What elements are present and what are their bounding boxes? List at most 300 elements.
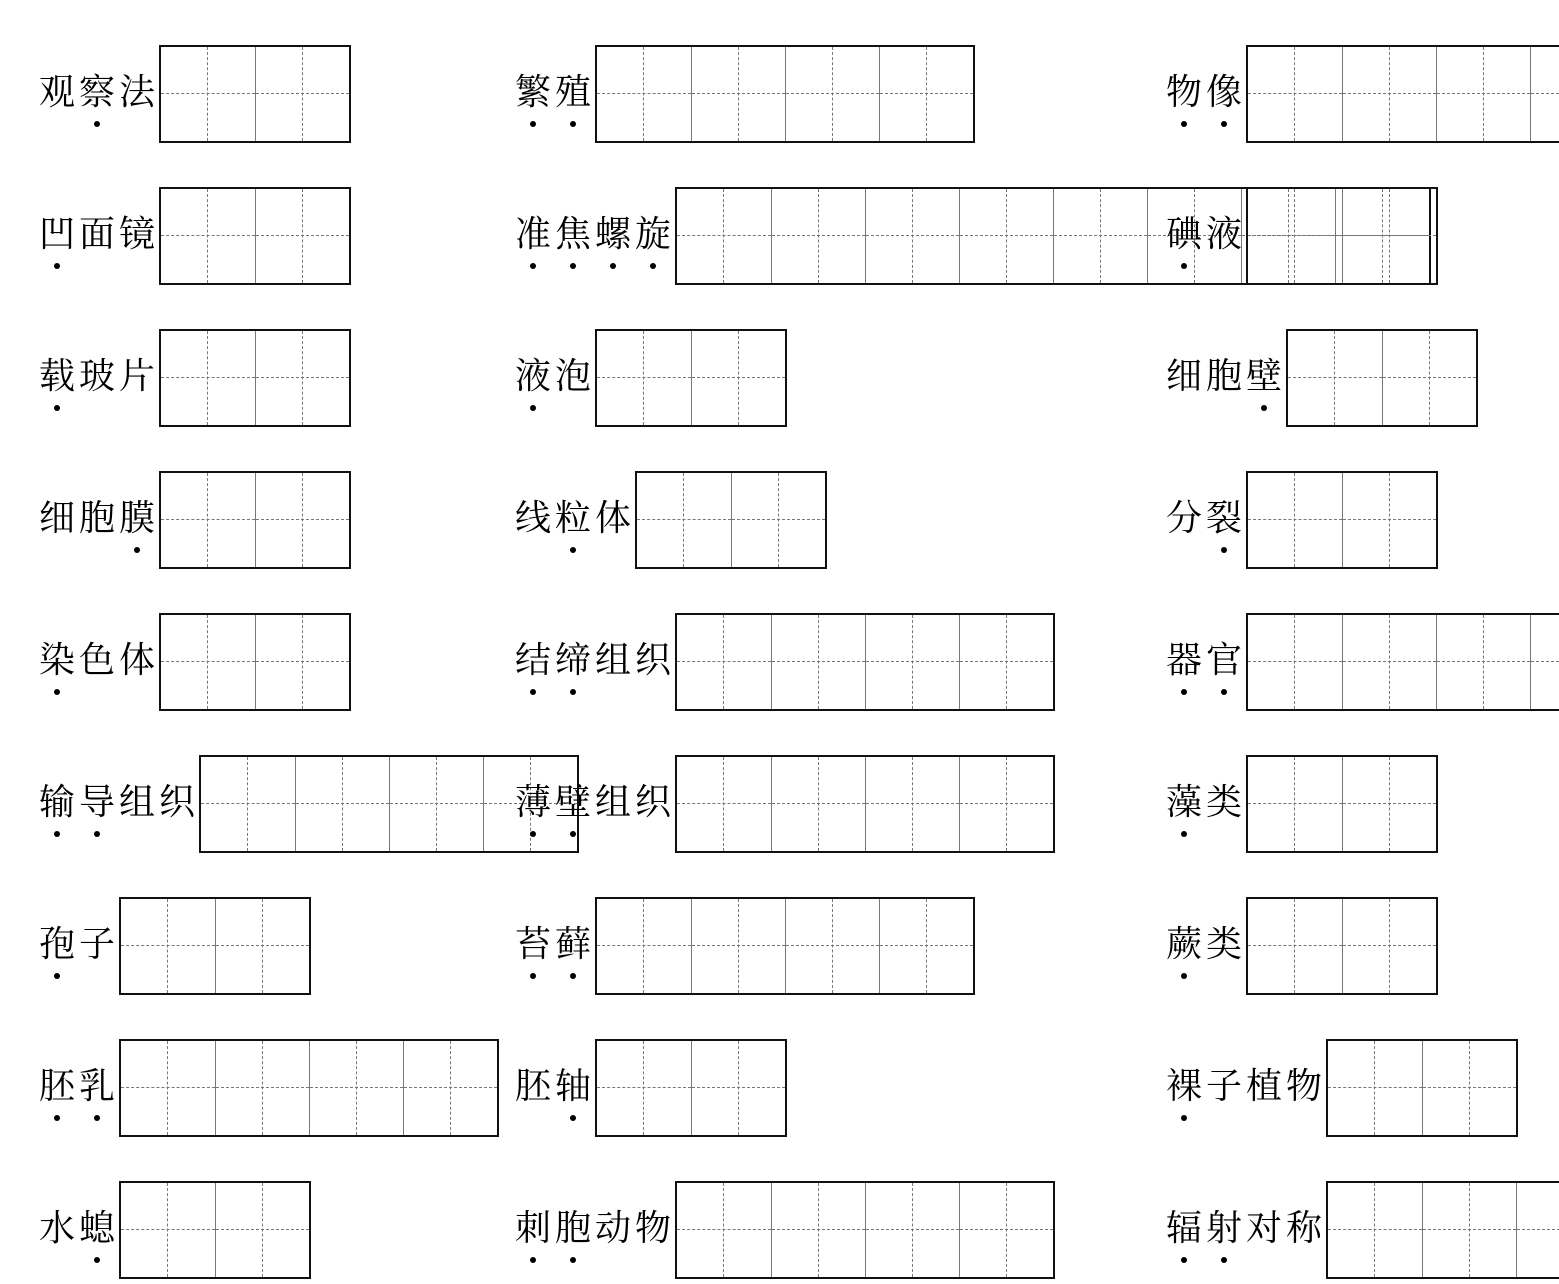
pinyin-answer-grid[interactable]: [1246, 613, 1559, 711]
vocab-word: [513, 1207, 673, 1251]
vocab-character: [513, 213, 553, 257]
pinyin-answer-grid[interactable]: [119, 1039, 499, 1137]
emphasis-dot: [530, 121, 536, 127]
vocab-character: [1244, 1065, 1284, 1109]
vocab-word: [1164, 1207, 1324, 1251]
grid-cell[interactable]: [1422, 1183, 1516, 1277]
vocab-character: [1164, 923, 1204, 967]
character-glyph: 观: [38, 72, 75, 113]
character-glyph: 类: [1205, 782, 1242, 823]
grid-cell[interactable]: [1382, 331, 1476, 425]
vocab-character: [633, 639, 673, 683]
vocab-word: [37, 639, 157, 683]
character-glyph: 刺: [514, 1208, 551, 1249]
vocab-character: [1204, 923, 1244, 967]
emphasis-dot: [570, 689, 576, 695]
character-glyph: 殖: [554, 72, 591, 113]
character-glyph: 像: [1205, 72, 1242, 113]
character-glyph: 组: [118, 782, 155, 823]
grid-cell[interactable]: [1530, 47, 1559, 141]
grid-cell[interactable]: [121, 1183, 215, 1277]
vocab-item: [513, 1181, 1055, 1279]
emphasis-dot: [1221, 689, 1227, 695]
vocab-character: [37, 781, 77, 825]
pinyin-answer-grid[interactable]: [1246, 755, 1438, 853]
pinyin-answer-grid[interactable]: [119, 897, 311, 995]
grid-cell[interactable]: [771, 189, 865, 283]
vocab-character: [1164, 71, 1204, 115]
vocab-item: [37, 1181, 311, 1279]
emphasis-dot: [570, 1115, 576, 1121]
pinyin-answer-grid[interactable]: [1246, 187, 1438, 285]
vocab-item: [1164, 329, 1478, 427]
character-glyph: 螺: [594, 214, 631, 255]
vocab-character: [593, 1207, 633, 1251]
vocab-character: [1284, 1065, 1324, 1109]
grid-cell[interactable]: [1436, 47, 1530, 141]
grid-cell[interactable]: [121, 1041, 215, 1135]
character-glyph: 准: [514, 214, 551, 255]
vocab-character: [117, 213, 157, 257]
vocab-character: [77, 1207, 117, 1251]
grid-cell[interactable]: [677, 189, 771, 283]
character-glyph: 胞: [78, 498, 115, 539]
grid-cell[interactable]: [959, 615, 1053, 709]
character-glyph: 物: [634, 1208, 671, 1249]
character-glyph: 织: [634, 782, 671, 823]
vocab-word: [37, 355, 157, 399]
vocab-character: [37, 213, 77, 257]
character-glyph: 胞: [1205, 356, 1242, 397]
character-glyph: 缔: [554, 640, 591, 681]
character-glyph: 织: [634, 640, 671, 681]
vocab-character: [157, 781, 197, 825]
character-glyph: 蕨: [1165, 924, 1202, 965]
grid-cell[interactable]: [1248, 757, 1342, 851]
character-glyph: 分: [1165, 498, 1202, 539]
grid-cell[interactable]: [1053, 189, 1147, 283]
vocab-character: [553, 923, 593, 967]
character-glyph: 凹: [38, 214, 75, 255]
character-glyph: 体: [118, 640, 155, 681]
character-glyph: 动: [594, 1208, 631, 1249]
vocab-character: [1164, 1065, 1204, 1109]
grid-cell[interactable]: [255, 189, 349, 283]
emphasis-dot: [1181, 263, 1187, 269]
vocab-word: [1164, 497, 1244, 541]
grid-cell[interactable]: [389, 757, 483, 851]
character-glyph: 液: [514, 356, 551, 397]
vocab-character: [633, 213, 673, 257]
vocab-character: [1164, 781, 1204, 825]
emphasis-dot: [610, 263, 616, 269]
grid-cell[interactable]: [865, 189, 959, 283]
grid-cell[interactable]: [691, 899, 785, 993]
character-glyph: 胚: [514, 1066, 551, 1107]
grid-cell[interactable]: [597, 331, 691, 425]
vocab-character: [117, 71, 157, 115]
character-glyph: 旋: [634, 214, 671, 255]
grid-cell[interactable]: [771, 757, 865, 851]
emphasis-dot: [1221, 547, 1227, 553]
grid-cell[interactable]: [1436, 615, 1530, 709]
vocab-item: [1164, 613, 1559, 711]
character-glyph: 载: [38, 356, 75, 397]
emphasis-dot: [94, 831, 100, 837]
vocab-character: [37, 923, 77, 967]
character-glyph: 藓: [554, 924, 591, 965]
vocab-character: [513, 1065, 553, 1109]
pinyin-answer-grid[interactable]: [159, 471, 351, 569]
character-glyph: 乳: [78, 1066, 115, 1107]
vocab-item: [1164, 755, 1438, 853]
grid-cell[interactable]: [1342, 47, 1436, 141]
character-glyph: 组: [594, 782, 631, 823]
character-glyph: 线: [514, 498, 551, 539]
emphasis-dot: [94, 121, 100, 127]
grid-cell[interactable]: [215, 899, 309, 993]
pinyin-answer-grid[interactable]: [1286, 329, 1478, 427]
emphasis-dot: [54, 405, 60, 411]
vocab-word: [1164, 1065, 1324, 1109]
vocab-character: [513, 781, 553, 825]
grid-cell[interactable]: [959, 189, 1053, 283]
vocab-item: [513, 45, 975, 143]
pinyin-answer-grid[interactable]: [1326, 1039, 1518, 1137]
grid-cell[interactable]: [959, 1183, 1053, 1277]
vocab-character: [513, 1207, 553, 1251]
grid-cell[interactable]: [1248, 615, 1342, 709]
character-glyph: 结: [514, 640, 551, 681]
emphasis-dot: [570, 831, 576, 837]
grid-cell[interactable]: [785, 47, 879, 141]
grid-cell[interactable]: [121, 899, 215, 993]
vocab-character: [513, 923, 553, 967]
emphasis-dot: [54, 831, 60, 837]
vocab-character: [1164, 355, 1204, 399]
character-glyph: 射: [1205, 1208, 1242, 1249]
vocab-word: [37, 1065, 117, 1109]
grid-cell[interactable]: [403, 1041, 497, 1135]
pinyin-answer-grid[interactable]: [675, 613, 1055, 711]
grid-cell[interactable]: [161, 615, 255, 709]
emphasis-dot: [530, 1257, 536, 1263]
pinyin-answer-grid[interactable]: [675, 1181, 1055, 1279]
grid-cell[interactable]: [255, 331, 349, 425]
vocab-item: [513, 1039, 787, 1137]
vocab-character: [633, 781, 673, 825]
character-glyph: 导: [78, 782, 115, 823]
emphasis-dot: [54, 689, 60, 695]
vocab-character: [593, 497, 633, 541]
character-glyph: 辐: [1165, 1208, 1202, 1249]
emphasis-dot: [1261, 405, 1267, 411]
grid-cell[interactable]: [1328, 1183, 1422, 1277]
character-glyph: 膜: [118, 498, 155, 539]
grid-cell[interactable]: [597, 47, 691, 141]
vocab-word: [1164, 781, 1244, 825]
emphasis-dot: [1181, 1257, 1187, 1263]
vocab-item: [1164, 45, 1559, 143]
character-glyph: 壁: [554, 782, 591, 823]
character-glyph: 染: [38, 640, 75, 681]
vocab-character: [553, 213, 593, 257]
grid-cell[interactable]: [597, 899, 691, 993]
vocab-character: [553, 1207, 593, 1251]
vocab-character: [37, 355, 77, 399]
pinyin-answer-grid[interactable]: [1326, 1181, 1559, 1279]
character-glyph: 裸: [1165, 1066, 1202, 1107]
emphasis-dot: [54, 1115, 60, 1121]
grid-cell[interactable]: [1248, 473, 1342, 567]
grid-cell[interactable]: [1248, 47, 1342, 141]
grid-cell[interactable]: [1422, 1041, 1516, 1135]
grid-cell[interactable]: [771, 615, 865, 709]
vocab-character: [553, 639, 593, 683]
emphasis-dot: [94, 1257, 100, 1263]
character-glyph: 类: [1205, 924, 1242, 965]
grid-cell[interactable]: [691, 1041, 785, 1135]
vocab-character: [117, 355, 157, 399]
pinyin-answer-grid[interactable]: [595, 1039, 787, 1137]
vocab-word: [513, 781, 673, 825]
vocab-item: [37, 471, 351, 569]
character-glyph: 裂: [1205, 498, 1242, 539]
character-glyph: 组: [594, 640, 631, 681]
grid-cell[interactable]: [309, 1041, 403, 1135]
grid-cell[interactable]: [865, 615, 959, 709]
vocab-character: [1284, 1207, 1324, 1251]
pinyin-answer-grid[interactable]: [159, 45, 351, 143]
vocab-character: [1204, 71, 1244, 115]
grid-cell[interactable]: [161, 473, 255, 567]
vocab-character: [117, 497, 157, 541]
grid-cell[interactable]: [1342, 899, 1436, 993]
grid-cell[interactable]: [865, 757, 959, 851]
character-glyph: 碘: [1165, 214, 1202, 255]
emphasis-dot: [530, 689, 536, 695]
vocab-word: [1164, 213, 1244, 257]
grid-cell[interactable]: [1248, 189, 1342, 283]
grid-cell[interactable]: [677, 615, 771, 709]
pinyin-answer-grid[interactable]: [1246, 897, 1438, 995]
grid-cell[interactable]: [1530, 615, 1559, 709]
character-glyph: 苔: [514, 924, 551, 965]
vocab-item: [513, 897, 975, 995]
grid-cell[interactable]: [677, 757, 771, 851]
vocab-character: [593, 639, 633, 683]
vocab-word: [513, 213, 673, 257]
pinyin-answer-grid[interactable]: [595, 329, 787, 427]
emphasis-dot: [570, 1257, 576, 1263]
grid-cell[interactable]: [691, 47, 785, 141]
grid-cell[interactable]: [1342, 473, 1436, 567]
grid-cell[interactable]: [731, 473, 825, 567]
grid-cell[interactable]: [959, 757, 1053, 851]
vocab-character: [1204, 1065, 1244, 1109]
vocab-item: [37, 187, 351, 285]
vocab-character: [77, 355, 117, 399]
emphasis-dot: [1181, 831, 1187, 837]
character-glyph: 玻: [78, 356, 115, 397]
pinyin-answer-grid[interactable]: [595, 45, 975, 143]
pinyin-answer-grid[interactable]: [119, 1181, 311, 1279]
emphasis-dot: [1181, 973, 1187, 979]
vocab-character: [37, 71, 77, 115]
vocab-item: [37, 329, 351, 427]
character-glyph: 水: [38, 1208, 75, 1249]
grid-cell[interactable]: [161, 47, 255, 141]
vocab-character: [593, 213, 633, 257]
grid-cell[interactable]: [255, 47, 349, 141]
pinyin-answer-grid[interactable]: [159, 329, 351, 427]
grid-cell[interactable]: [1248, 899, 1342, 993]
pinyin-answer-grid[interactable]: [159, 187, 351, 285]
vocab-character: [37, 497, 77, 541]
character-glyph: 子: [1205, 1066, 1242, 1107]
vocab-item: [513, 755, 1055, 853]
character-glyph: 织: [158, 782, 195, 823]
vocab-character: [553, 497, 593, 541]
vocab-character: [1204, 781, 1244, 825]
grid-cell[interactable]: [637, 473, 731, 567]
vocab-word: [513, 923, 593, 967]
vocab-word: [513, 71, 593, 115]
vocab-word: [513, 1065, 593, 1109]
vocab-character: [77, 923, 117, 967]
vocab-character: [1164, 497, 1204, 541]
grid-cell[interactable]: [201, 757, 295, 851]
grid-cell[interactable]: [1516, 1183, 1559, 1277]
pinyin-answer-grid[interactable]: [675, 755, 1055, 853]
vocab-word: [37, 923, 117, 967]
vocab-word: [37, 213, 157, 257]
vocab-word: [513, 639, 673, 683]
character-glyph: 孢: [38, 924, 75, 965]
grid-cell[interactable]: [865, 1183, 959, 1277]
vocab-character: [513, 355, 553, 399]
vocab-word: [1164, 355, 1284, 399]
character-glyph: 对: [1245, 1208, 1282, 1249]
character-glyph: 器: [1165, 640, 1202, 681]
character-glyph: 片: [118, 356, 155, 397]
grid-cell[interactable]: [1342, 757, 1436, 851]
pinyin-answer-grid[interactable]: [595, 897, 975, 995]
vocab-item: [513, 471, 827, 569]
vocab-character: [77, 497, 117, 541]
emphasis-dot: [570, 263, 576, 269]
grid-cell[interactable]: [785, 899, 879, 993]
vocab-character: [1164, 1207, 1204, 1251]
vocab-character: [513, 71, 553, 115]
grid-cell[interactable]: [161, 331, 255, 425]
character-glyph: 称: [1285, 1208, 1322, 1249]
character-glyph: 壁: [1245, 356, 1282, 397]
grid-cell[interactable]: [691, 331, 785, 425]
grid-cell[interactable]: [215, 1183, 309, 1277]
vocab-character: [1204, 1207, 1244, 1251]
character-glyph: 察: [78, 72, 115, 113]
character-glyph: 法: [118, 72, 155, 113]
grid-cell[interactable]: [295, 757, 389, 851]
character-glyph: 面: [78, 214, 115, 255]
emphasis-dot: [650, 263, 656, 269]
emphasis-dot: [1181, 1115, 1187, 1121]
grid-cell[interactable]: [1342, 189, 1436, 283]
character-glyph: 液: [1205, 214, 1242, 255]
pinyin-answer-grid[interactable]: [159, 613, 351, 711]
character-glyph: 泡: [554, 356, 591, 397]
grid-cell[interactable]: [161, 189, 255, 283]
vocab-word: [513, 355, 593, 399]
vocab-word: [513, 497, 633, 541]
vocab-item: [1164, 471, 1438, 569]
vocab-character: [513, 497, 553, 541]
vocab-item: [1164, 1039, 1518, 1137]
character-glyph: 输: [38, 782, 75, 823]
vocab-item: [37, 897, 311, 995]
vocab-item: [37, 1039, 499, 1137]
character-glyph: 螅: [78, 1208, 115, 1249]
vocab-character: [553, 355, 593, 399]
pinyin-answer-grid[interactable]: [1246, 45, 1559, 143]
emphasis-dot: [570, 121, 576, 127]
grid-cell[interactable]: [255, 615, 349, 709]
pinyin-answer-grid[interactable]: [1246, 471, 1438, 569]
character-glyph: 薄: [514, 782, 551, 823]
vocab-character: [553, 71, 593, 115]
vocab-character: [593, 781, 633, 825]
character-glyph: 焦: [554, 214, 591, 255]
vocab-character: [117, 781, 157, 825]
vocab-word: [37, 71, 157, 115]
grid-cell[interactable]: [1342, 615, 1436, 709]
grid-cell[interactable]: [597, 1041, 691, 1135]
grid-cell[interactable]: [879, 899, 973, 993]
pinyin-answer-grid[interactable]: [635, 471, 827, 569]
vocab-character: [77, 781, 117, 825]
emphasis-dot: [1221, 121, 1227, 127]
grid-cell[interactable]: [255, 473, 349, 567]
vocab-word: [1164, 639, 1244, 683]
vocab-item: [513, 613, 1055, 711]
grid-cell[interactable]: [677, 1183, 771, 1277]
grid-cell[interactable]: [1288, 331, 1382, 425]
character-glyph: 胚: [38, 1066, 75, 1107]
emphasis-dot: [94, 1115, 100, 1121]
character-glyph: 色: [78, 640, 115, 681]
grid-cell[interactable]: [1328, 1041, 1422, 1135]
vocab-character: [513, 639, 553, 683]
character-glyph: 粒: [554, 498, 591, 539]
emphasis-dot: [530, 973, 536, 979]
character-glyph: 植: [1245, 1066, 1282, 1107]
grid-cell[interactable]: [879, 47, 973, 141]
vocab-character: [37, 1207, 77, 1251]
vocab-character: [1204, 497, 1244, 541]
vocab-word: [1164, 923, 1244, 967]
emphasis-dot: [1181, 121, 1187, 127]
grid-cell[interactable]: [771, 1183, 865, 1277]
character-glyph: 子: [78, 924, 115, 965]
vocab-character: [77, 1065, 117, 1109]
grid-cell[interactable]: [215, 1041, 309, 1135]
vocab-item: [37, 45, 351, 143]
vocab-character: [1244, 1207, 1284, 1251]
character-glyph: 体: [594, 498, 631, 539]
vocab-character: [77, 71, 117, 115]
vocab-item: [1164, 897, 1438, 995]
